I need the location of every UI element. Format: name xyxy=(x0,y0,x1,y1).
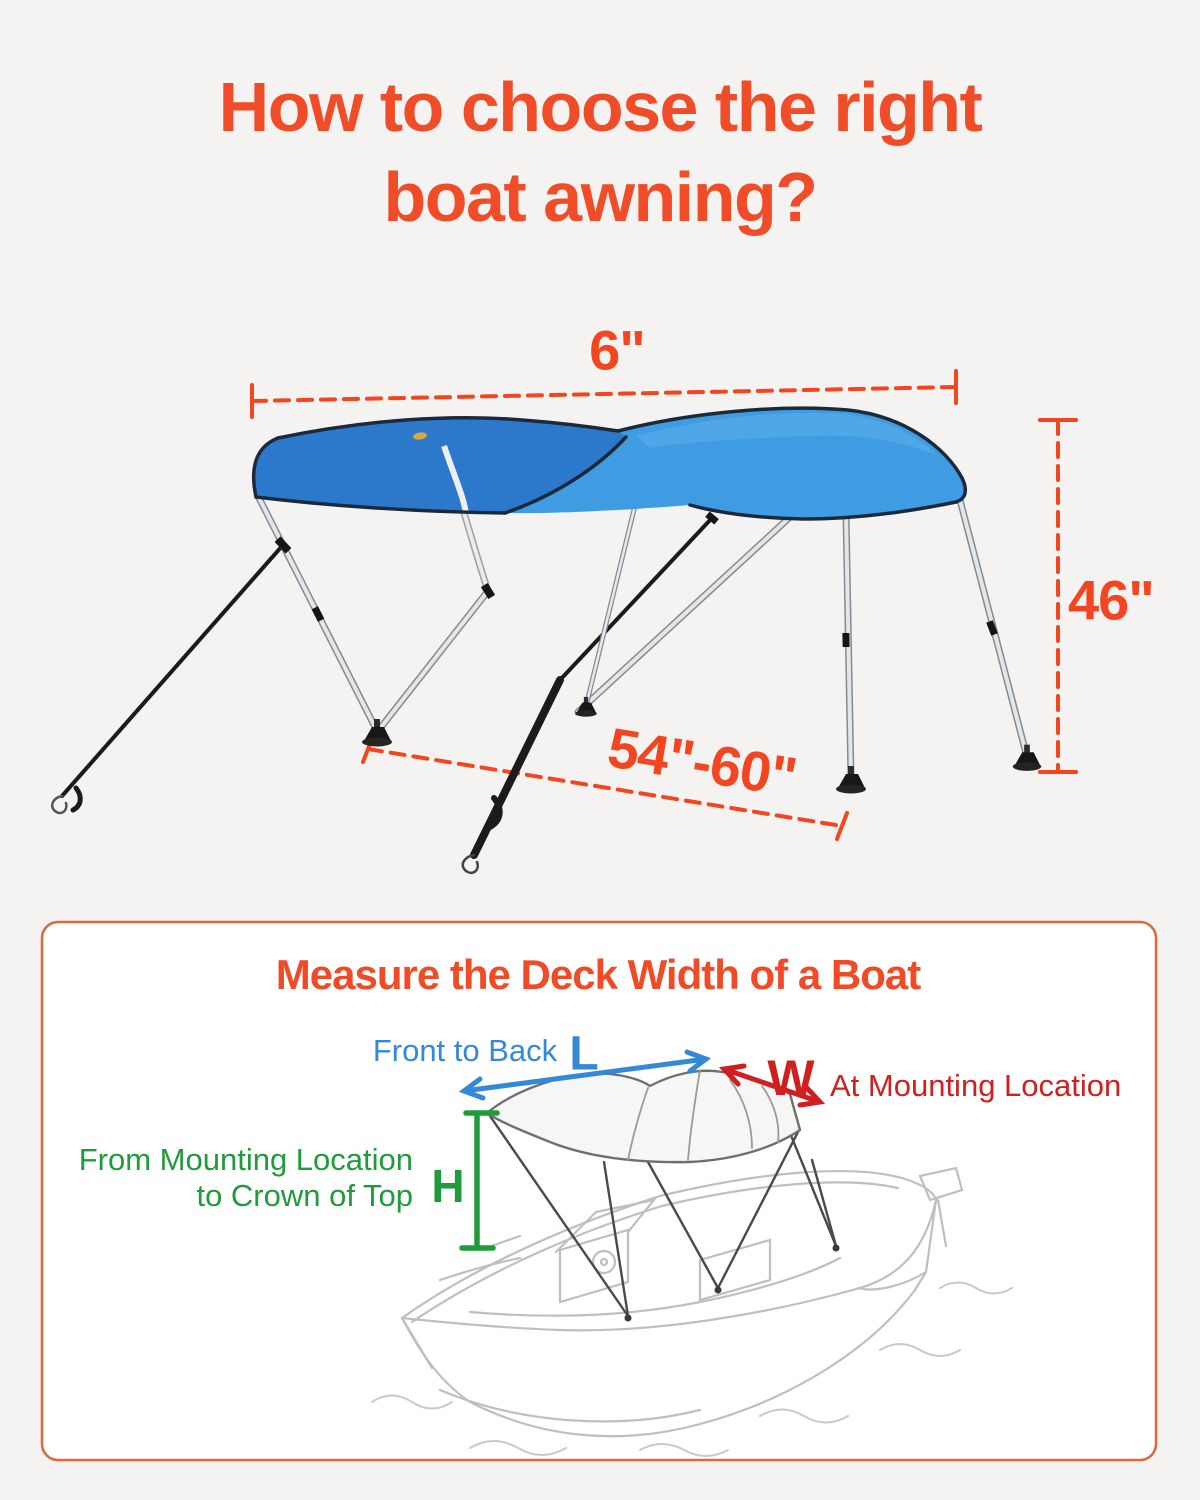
top-width-dimension-label: 6" xyxy=(589,318,645,382)
measure-panel-title: Measure the Deck Width of a Boat xyxy=(275,951,921,998)
length-letter: L xyxy=(569,1027,599,1081)
page-title-line-1: How to choose the right xyxy=(218,68,982,146)
page-title-line-2: boat awning? xyxy=(383,158,817,236)
frame-fittings xyxy=(275,511,998,647)
bimini-top-illustration xyxy=(52,408,1041,873)
mount-width-dimension-label: 54"-60" xyxy=(603,715,801,809)
height-dimension-label: 46" xyxy=(1068,568,1154,632)
width-caption: At Mounting Location xyxy=(830,1068,1122,1103)
strap-lines xyxy=(52,518,712,873)
canopy xyxy=(254,408,966,519)
width-letter: W xyxy=(767,1050,815,1106)
length-caption: Front to Back xyxy=(372,1033,558,1068)
height-caption-line-2: to Crown of Top xyxy=(196,1178,413,1213)
page-title xyxy=(0,62,1200,242)
height-caption-line-1: From Mounting Location xyxy=(78,1142,413,1177)
height-letter: H xyxy=(431,1160,465,1212)
